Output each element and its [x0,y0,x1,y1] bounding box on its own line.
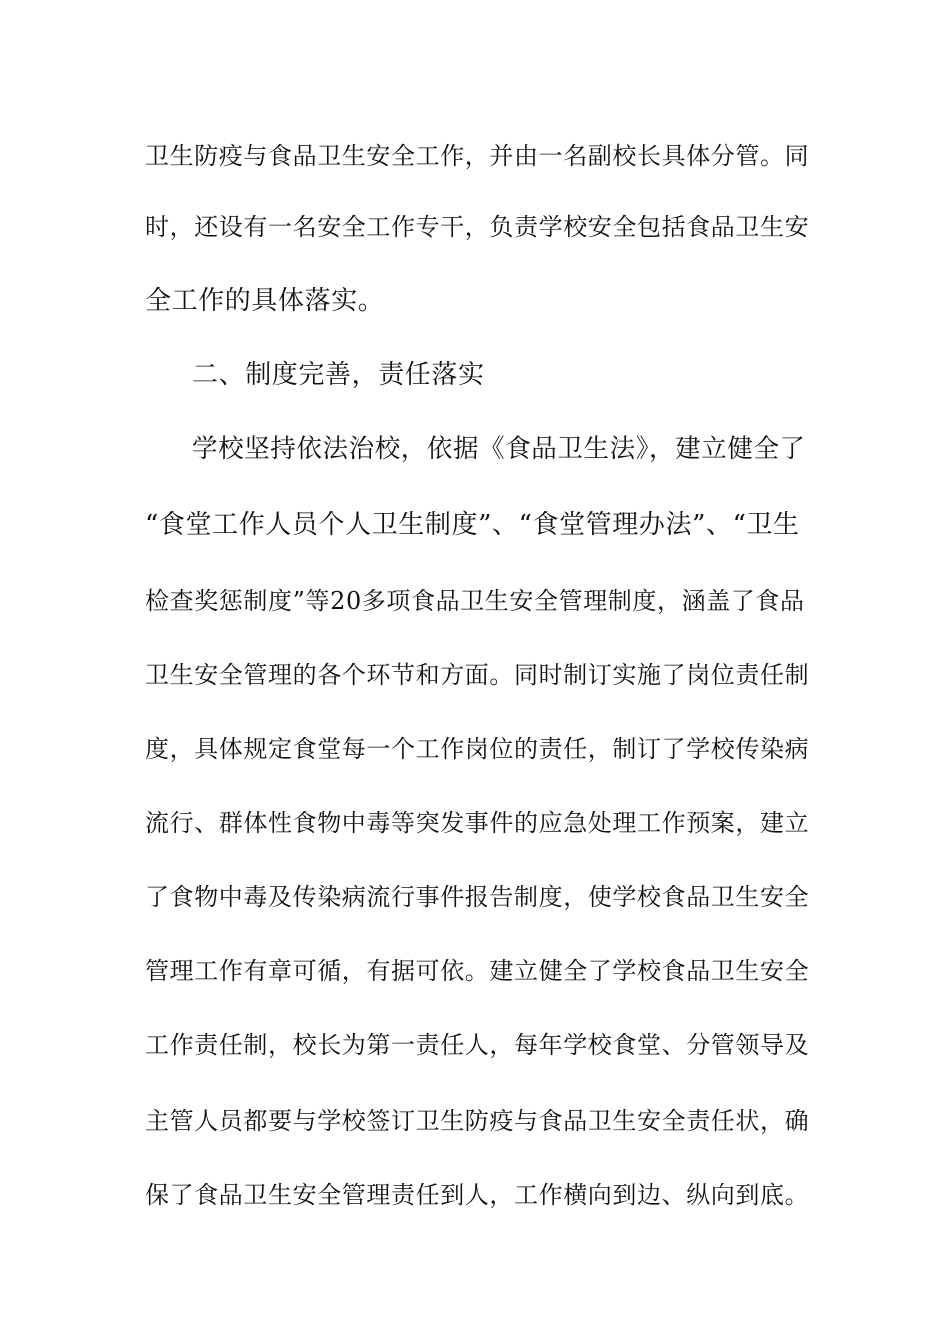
paragraph-first-line: 学校坚持依法治校，依据《食品卫生法》，建立健全了 [192,434,806,464]
paragraph-line: 检查奖惩制度”等20多项食品卫生安全管理制度，涵盖了食品 [145,587,805,615]
paragraph-line: 全工作的具体落实。 [145,286,385,316]
paragraph-line: 管理工作有章可循，有据可依。建立健全了学校食品卫生安全 [145,957,810,985]
paragraph-line: 主管人员都要与学校签订卫生防疫与食品卫生安全责任状，确 [145,1107,810,1135]
paragraph-line: 卫生防疫与食品卫生安全工作，并由一名副校长具体分管。同 [145,142,810,170]
paragraph-line: 工作责任制，校长为第一责任人，每年学校食堂、分管领导及 [145,1031,810,1059]
paragraph-line: 度，具体规定食堂每一个工作岗位的责任，制订了学校传染病 [145,735,810,763]
paragraph-line: 卫生安全管理的各个环节和方面。同时制订实施了岗位责任制 [145,661,810,689]
paragraph-line: “食堂工作人员个人卫生制度”、“食堂管理办法”、“卫生 [145,510,800,540]
paragraph-line: 了食物中毒及传染病流行事件报告制度，使学校食品卫生安全 [145,883,810,911]
paragraph-line: 时，还设有一名安全工作专干，负责学校安全包括食品卫生安 [145,213,810,241]
section-heading: 二、制度完善，责任落实 [192,360,485,390]
paragraph-line: 流行、群体性食物中毒等突发事件的应急处理工作预案，建立 [145,809,810,837]
paragraph-line: 保了食品卫生安全管理责任到人，工作横向到边、纵向到底。 [145,1181,810,1209]
